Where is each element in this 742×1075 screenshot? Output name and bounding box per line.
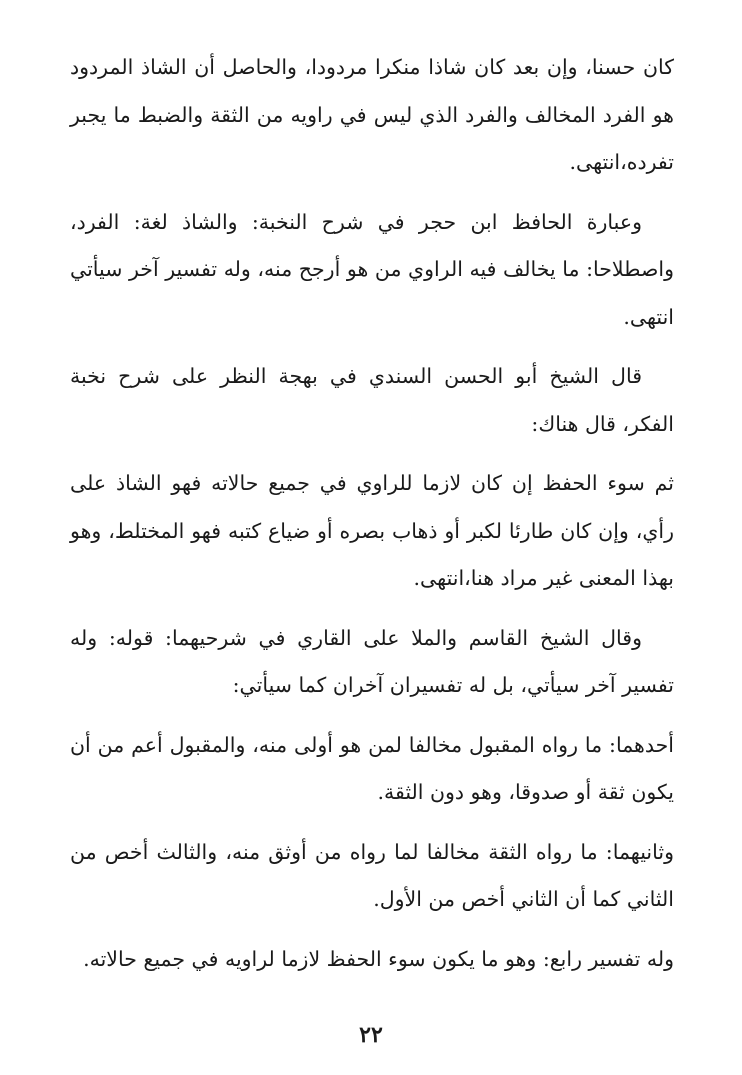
paragraph: ثم سوء الحفظ إن كان لازما للراوي في جميع حالاته فهو الشاذ على رأي، وإن كان طارئا لكبر أو ذهاب بصره أو ضياع كتبه فهو المختلط، وهو بهذا المعنى غير مراد هنا،انتهى. [70, 471, 674, 590]
page-body [70, 44, 674, 995]
paragraph: كان حسنا، وإن بعد كان شاذا منكرا مردودا، والحاصل أن الشاذ المردود هو الفرد المخالف والفرد الذي ليس في راويه من الثقة والضبط ما يجبر تفرده،انتهى. [70, 55, 674, 174]
paragraph: وثانيهما: ما رواه الثقة مخالفا لما رواه من أوثق منه، والثالث أخص من الثاني كما أن الثاني أخص من الأول. [70, 839, 674, 911]
paragraph: وعبارة الحافظ ابن حجر في شرح النخبة: والشاذ لغة: الفرد، واصطلاحا: ما يخالف فيه الراوي من هو أرجح منه، وله تفسير آخر سيأتي انتهى. [70, 209, 674, 329]
paragraph: قال الشيخ أبو الحسن السندي في بهجة النظر على شرح نخبة الفكر، قال هناك: [70, 364, 674, 436]
paragraph: وله تفسير رابع: وهو ما يكون سوء الحفظ لازما لراويه في جميع حالاته. [83, 946, 674, 971]
paragraph: أحدهما: ما رواه المقبول مخالفا لمن هو أولى منه، والمقبول أعم من أن يكون ثقة أو صدوقا، وهو دون الثقة. [70, 732, 674, 804]
page-number: ٢٢ [359, 1022, 383, 1048]
paragraph: وقال الشيخ القاسم والملا على القاري في شرحيهما: قوله: وله تفسير آخر سيأتي، بل له تفسيران آخران كما سيأتي: [70, 625, 674, 697]
